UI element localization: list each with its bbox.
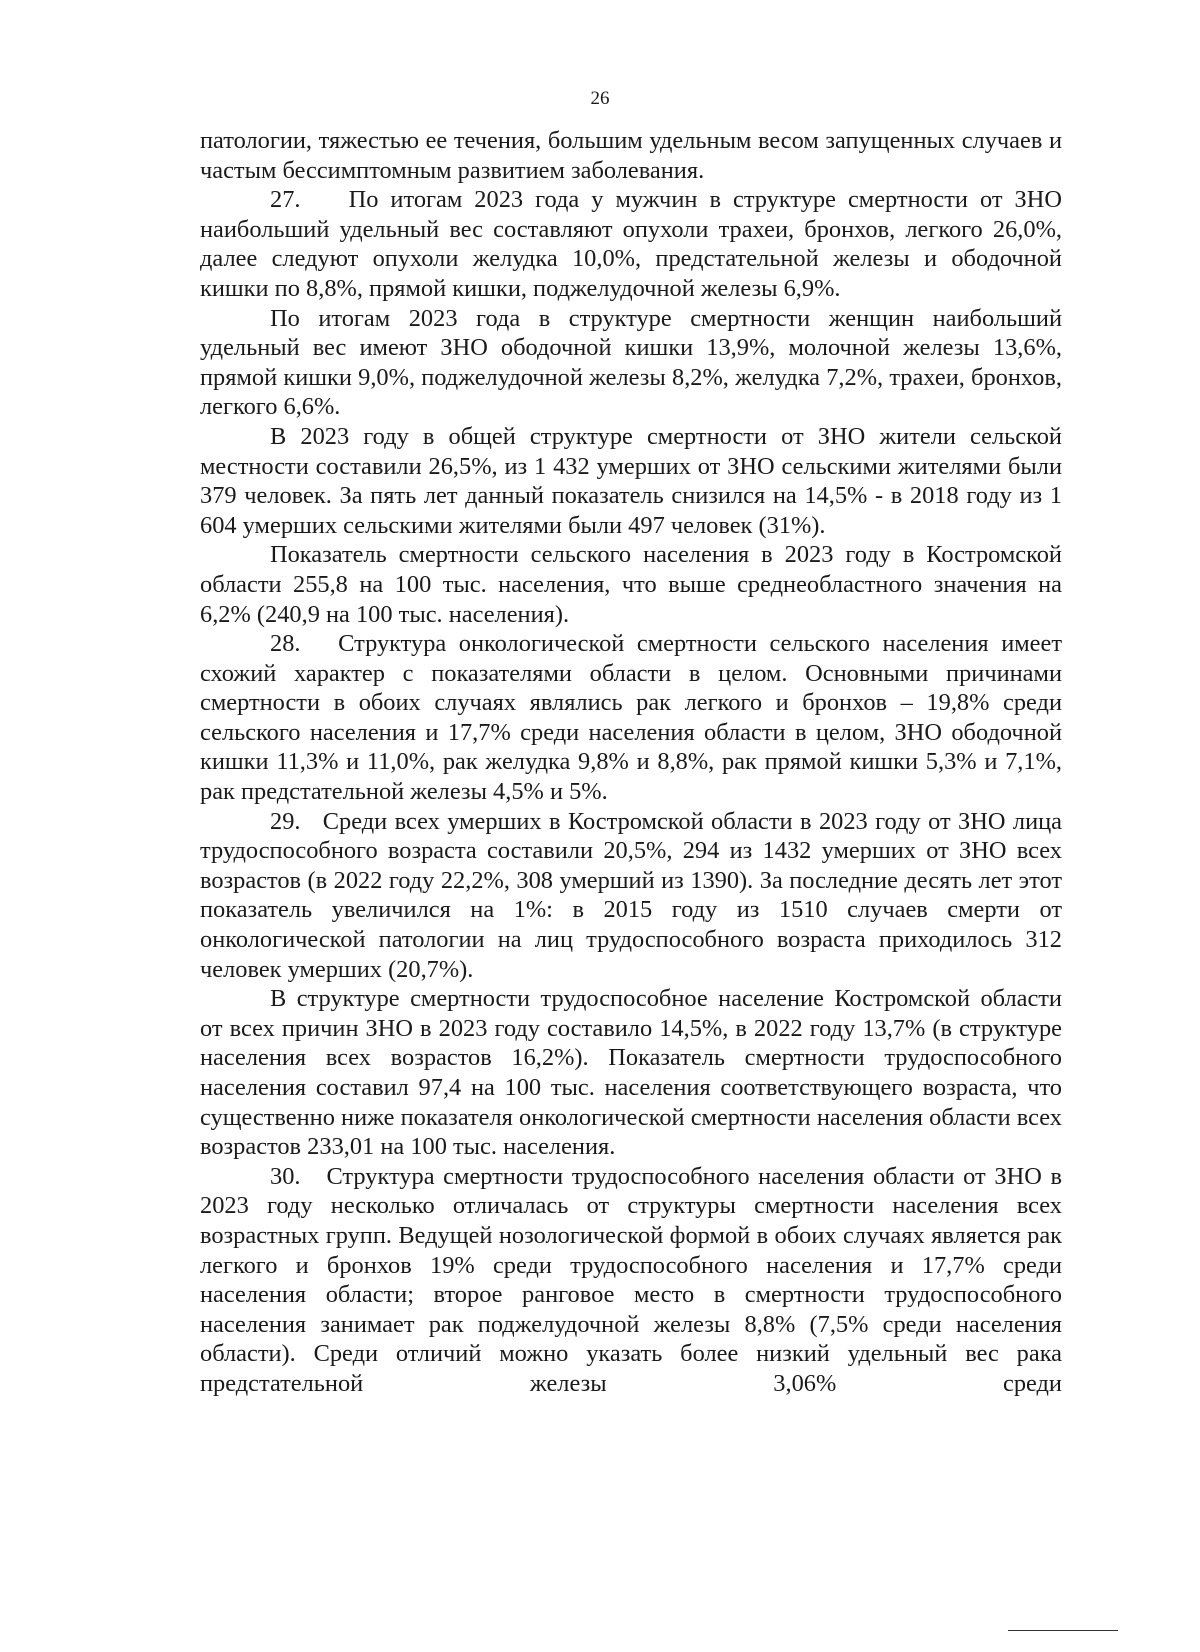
paragraph-item-28: 28. Структура онкологической смертности сельского населения имеет схожий характер с показателями области в целом. Основными причинами смертности в обоих случаях являлись рак легкого и бронхов – 19,8% среди сельского населения и 17,7% среди населения области в целом, ЗНО ободочной кишки 11,3% и 11,0%, рак желудка 9,8% и 8,8%, рак прямой кишки 5,3% и 7,1%, рак предстательной железы 4,5% и 5%. xyxy=(200,630,1062,806)
document-body xyxy=(200,126,1062,1399)
paragraph-item-30: 30. Структура смертности трудоспособного населения области от ЗНО в 2023 году несколько отличалась от структуры смертности населения всех возрастных групп. Ведущей нозологической формой в обоих случаях является рак легкого и бронхов 19% среди трудоспособного населения и 17,7% среди населения области; второе ранговое место в смертности трудоспособного населения занимает рак поджелудочной железы 8,8% (7,5% среди населения области). Среди отличий можно указать более низкий удельный вес рака предстательной железы 3,06% среди xyxy=(200,1162,1062,1397)
paragraph-item-27: 27. По итогам 2023 года у мужчин в структуре смертности от ЗНО наибольший удельный вес составляют опухоли трахеи, бронхов, легкого 26,0%, далее следуют опухоли желудка 10,0%, предстательной железы и ободочной кишки по 8,8%, прямой кишки, поджелудочной железы 6,9%. xyxy=(200,186,1062,302)
paragraph-item-29: 29. Среди всех умерших в Костромской области в 2023 году от ЗНО лица трудоспособного возраста составили 20,5%, 294 из 1432 умерших от ЗНО всех возрастов (в 2022 году 22,2%, 308 умерший из 1390). За последние десять лет этот показатель увеличился на 1%: в 2015 году из 1510 случаев смерти от онкологической патологии на лиц трудоспособного возраста приходилось 312 человек умерших (20,7%). xyxy=(200,807,1062,983)
paragraph-women-mortality: По итогам 2023 года в структуре смертности женщин наибольший удельный вес имеют ЗНО ободочной кишки 13,9%, молочной железы 13,6%, прямой кишки 9,0%, поджелудочной железы 8,2%, желудка 7,2%, трахеи, бронхов, легкого 6,6%. xyxy=(200,304,1062,421)
footer-rule xyxy=(1008,1630,1118,1631)
paragraph-continuation: патологии, тяжестью ее течения, большим удельным весом запущенных случаев и частым бессимптомным развитием заболевания. xyxy=(200,127,1062,184)
paragraph-rural-mortality-rate: Показатель смертности сельского населения в 2023 году в Костромской области 255,8 на 100 тыс. населения, что выше среднеобластного значения на 6,2% (240,9 на 100 тыс. населения). xyxy=(200,541,1062,628)
paragraph-rural-share: В 2023 году в общей структуре смертности от ЗНО жители сельской местности составили 26,5%, из 1 432 умерших от ЗНО сельскими жителями были 379 человек. За пять лет данный показатель снизился на 14,5% - в 2018 году из 1 604 умерших сельскими жителями были 497 человек (31%). xyxy=(200,422,1062,539)
paragraph-working-age-structure: В структуре смертности трудоспособное население Костромской области от всех причин ЗНО в 2023 году составило 14,5%, в 2022 году 13,7% (в структуре населения всех возрастов 16,2%). Показатель смертности трудоспособного населения составил 97,4 на 100 тыс. населения соответствующего возраста, что существенно ниже показателя онкологической смертности населения области всех возрастов 233,01 на 100 тыс. населения. xyxy=(200,985,1062,1161)
page-number: 26 xyxy=(590,88,610,109)
